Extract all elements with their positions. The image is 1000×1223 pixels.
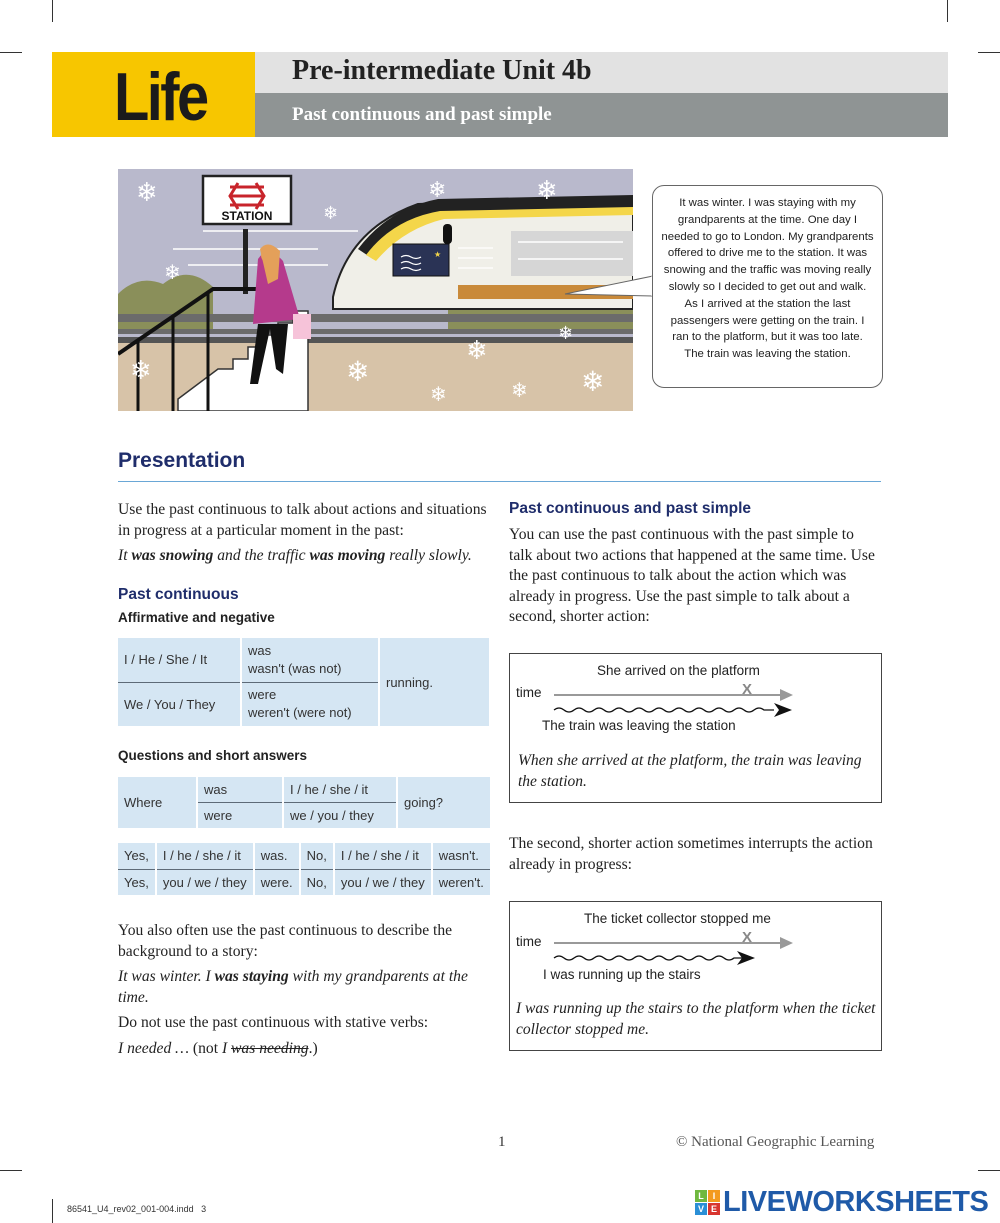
interrupt-text: The second, shorter action sometimes interrupts the action already in progress:	[509, 835, 873, 873]
table-cell: was.	[254, 843, 300, 869]
crop-mark	[0, 52, 22, 53]
crop-mark	[947, 0, 948, 22]
past-continuous-heading: Past continuous	[118, 586, 239, 603]
unit-title: Pre-intermediate Unit 4b	[292, 55, 592, 86]
affirmative-heading: Affirmative and negative	[118, 610, 275, 625]
table-cell: Where	[118, 777, 197, 828]
svg-text:❄: ❄	[428, 178, 447, 203]
table-cell: you / we / they	[156, 869, 254, 895]
svg-text:❄: ❄	[346, 355, 370, 388]
table-cell: we / you / they	[283, 802, 397, 828]
table-cell: were	[197, 802, 283, 828]
table-cell: wasn't.	[432, 843, 490, 869]
svg-text:❄: ❄	[581, 365, 605, 398]
crop-mark	[0, 1170, 22, 1171]
diagram-example: When she arrived at the platform, the train was leaving the station.	[518, 752, 862, 790]
story-text: It was winter. I was staying with my grandparents at the time. One day I needed to go to London. My grandparents offered to drive me to the station. It was snowing and the traffic was moving really slowly so I decided to get out and walk. As I arrived at the station the last passengers were getting on the train. I ran to the platform, but it was too late. The train was leaving the station.	[661, 197, 874, 361]
table-cell: I / he / she / it	[283, 777, 397, 802]
svg-text:★: ★	[434, 250, 442, 259]
liveworksheets-logo[interactable]	[695, 1186, 988, 1219]
questions-heading: Questions and short answers	[118, 748, 308, 763]
svg-text:❄: ❄	[136, 178, 158, 208]
crop-mark	[52, 1199, 53, 1223]
svg-text:❄: ❄	[164, 260, 181, 284]
diagram-label-bottom: I was running up the stairs	[543, 967, 701, 982]
diagram-example: I was running up the stairs to the platform when the ticket collector stopped me.	[516, 1000, 876, 1038]
timeline-arrows	[552, 930, 797, 966]
svg-text:❄: ❄	[558, 323, 574, 344]
crop-mark	[52, 0, 53, 22]
crop-mark	[978, 52, 1000, 53]
stative-example: I needed … (not I was needing.)	[118, 1040, 318, 1057]
logo-text: Life	[114, 59, 207, 135]
stative-text: Do not use the past continuous with stative verbs:	[118, 1014, 429, 1031]
table-cell: were weren't (were not)	[241, 682, 379, 726]
table-cell: running.	[379, 638, 489, 726]
table-cell: Yes,	[118, 843, 156, 869]
life-logo	[52, 52, 255, 137]
svg-text:X: X	[742, 682, 753, 698]
bubble-tail	[560, 270, 655, 310]
svg-text:❄: ❄	[430, 382, 447, 406]
table-cell: going?	[397, 777, 490, 828]
heading-rule	[118, 481, 881, 482]
pc-ps-text: You can use the past continuous with the past simple to talk about two actions that happened at the same time. Use the past continuous to talk about the action which was already in progress. Use the past simple to talk about a second, shorter action:	[509, 526, 875, 625]
affirmative-table	[118, 638, 489, 726]
station-sign-text: STATION	[221, 209, 273, 223]
diagram-label-top: She arrived on the platform	[597, 663, 760, 678]
table-cell: No,	[300, 869, 334, 895]
table-cell: was wasn't (was not)	[241, 638, 379, 682]
diagram-label-time: time	[516, 934, 542, 949]
svg-text:❄: ❄	[130, 356, 152, 386]
table-cell: I / he / she / it	[156, 843, 254, 869]
short-answers-table	[118, 843, 490, 895]
intro-text: Use the past continuous to talk about actions and situations in progress at a particular moment in the past:	[118, 501, 487, 539]
diagram-label-time: time	[516, 685, 542, 700]
timeline-diagram-2	[509, 901, 882, 1051]
page-number: 1	[498, 1134, 506, 1150]
pc-ps-heading: Past continuous and past simple	[509, 500, 752, 517]
timeline-diagram-1	[509, 653, 882, 803]
table-cell: I / he / she / it	[334, 843, 432, 869]
svg-text:❄: ❄	[323, 203, 339, 224]
diagram-label-bottom: The train was leaving the station	[542, 718, 736, 733]
diagram-label-top: The ticket collector stopped me	[584, 911, 771, 926]
table-cell: were.	[254, 869, 300, 895]
svg-text:❄: ❄	[511, 378, 528, 402]
questions-table	[118, 777, 490, 828]
copyright: © National Geographic Learning	[676, 1134, 875, 1150]
svg-text:X: X	[742, 930, 753, 946]
table-cell: was	[197, 777, 283, 802]
svg-text:❄: ❄	[466, 336, 488, 366]
file-slug: 86541_U4_rev02_001-004.indd 3	[67, 1204, 207, 1214]
svg-text:❄: ❄	[536, 176, 558, 206]
liveworksheets-badge: L I V E	[695, 1190, 720, 1215]
table-cell: Yes,	[118, 869, 156, 895]
unit-title-bar	[255, 52, 948, 93]
crop-mark	[978, 1170, 1000, 1171]
table-cell: No,	[300, 843, 334, 869]
unit-subtitle: Past continuous and past simple	[292, 104, 552, 125]
liveworksheets-text: LIVEWORKSHEETS	[723, 1186, 989, 1218]
intro-example: It was snowing and the traffic was moving really slowly.	[118, 547, 472, 564]
subtitle-bar	[255, 93, 948, 137]
background-text: You also often use the past continuous to describe the background to a story:	[118, 922, 453, 960]
timeline-arrows	[552, 682, 797, 718]
background-example: It was winter. I was staying with my grandparents at the time.	[118, 968, 468, 1006]
table-cell: you / we / they	[334, 869, 432, 895]
table-cell: I / He / She / It	[118, 638, 241, 682]
table-cell: weren't.	[432, 869, 490, 895]
table-cell: We / You / They	[118, 682, 241, 726]
presentation-heading: Presentation	[118, 449, 246, 472]
station-illustration	[118, 169, 633, 411]
story-bubble	[652, 185, 883, 388]
